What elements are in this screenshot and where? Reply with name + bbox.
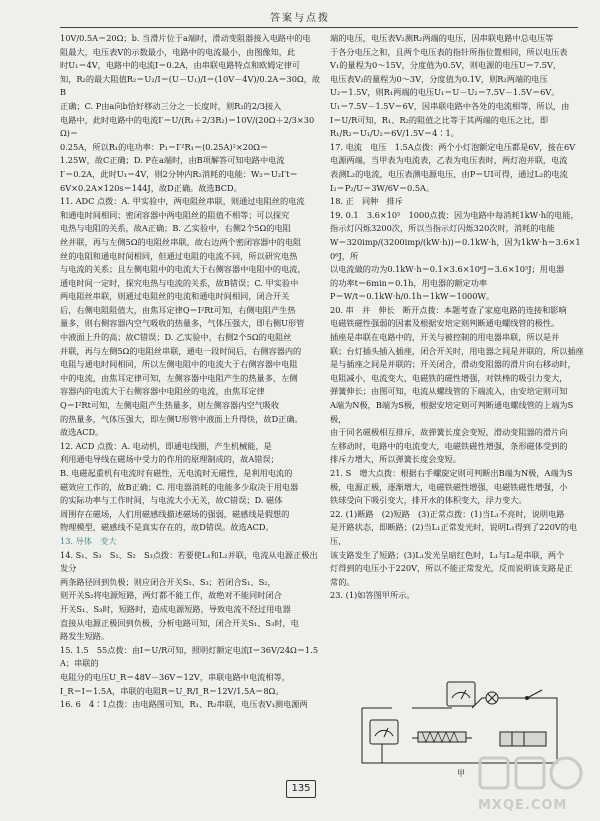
header-rule	[60, 27, 578, 28]
right-line: U₂＝1.5V，则R₁两端的电压U₁＝U－U₂＝7.5V－1.5V＝6V。	[330, 87, 560, 98]
left-line: 知，R₂的最大阻值R₂＝U₂/I＝(U－U₁)/I＝(10V－4V)/0.2A＝30Ω，故B	[60, 73, 321, 98]
right-line: 17. 电流 电压 1.5A点拨：两个小灯泡额定电压都是6V，接在6V	[330, 141, 576, 152]
left-line: 正确；C. P由a向b恰好移动三分之一长度时，则R₂的2/3接入	[60, 100, 282, 111]
right-line: 20. 串 并 伸长 断开点拨：本题考查了家庭电路的连接和影响	[330, 304, 567, 315]
right-line: 由于同名磁极相互排斥，故弹簧长度会变短，滑动变阻器的滑片向	[330, 427, 568, 438]
right-column	[330, 32, 585, 603]
right-line: 以电流做的功为0.1kW·h＝0.1×3.6×10⁶J＝3.6×10⁵J；用电器	[330, 264, 565, 275]
left-line: 并联，再与左侧5Ω的电阻丝串联，通电一段时间后，右侧容器内的	[60, 345, 302, 356]
right-line: W＝320imp/(3200imp/(kW·h))＝0.1kW·h，因为1kW·h＝3.6×10⁶J，所	[330, 236, 581, 261]
left-line: 后，右侧电阻阻值大，由焦耳定律Q＝I²Rt可知，右侧电阻产生热	[60, 304, 296, 315]
left-line: 13. 导体 变大	[60, 535, 117, 546]
right-line: 指示灯闪烁3200次，所以当指示灯闪烁320次时，消耗的电能	[330, 223, 555, 234]
left-line: 和通电时间相同；密闭容器中两电阻丝的阻值不相等；可以探究	[60, 209, 290, 220]
left-line: 物理模型，磁感线不是真实存在的，故D错误。故选ACD。	[60, 522, 274, 533]
left-line: 丝的电阻和通电时间相同，但通过电阻的电流不同，所以研究电热	[60, 250, 298, 261]
right-line: 极，电源正极，逐渐增大，电磁铁磁性增强，电磁铁磁性增强，小	[330, 481, 568, 492]
left-line: 故选ACD。	[60, 427, 104, 438]
left-line: 14. S₁、S₃ S₁、S₂ S₃点拨：若要使L₁和L₂并联，电流从电源正极出发分	[60, 549, 318, 574]
right-line: 是开路状态，即断路；(2)当L₁正常发光时，说明L₁得到了220V的电压，	[330, 522, 578, 546]
left-line: 中的电流，由焦耳定律可知，左侧容器中电阻产生的热量多，左侧	[60, 372, 298, 383]
lamp-icon	[486, 692, 498, 704]
left-line: 的实际功率与工作时间，与电流大小无关，故C错误；D. 磁体	[60, 495, 283, 506]
right-line: 18. 正 同种 排斥	[330, 196, 403, 207]
right-line: U₁＝7.5V－1.5V＝6V，因串联电路中各处的电流相等，所以，由	[330, 100, 570, 111]
left-line: 则开关S₂将电源短路，两灯都不能工作，故绝对不能同时闭合	[60, 590, 282, 601]
left-line: 与电流的关系；且左侧电阻中的电流大于右侧容器中电阻中的电流，	[60, 264, 306, 275]
right-line: 端的电压，电压表V₂测R₂两端的电压，因串联电路中总电压等	[330, 33, 554, 43]
left-line: 丝并联，再与左侧5Ω的电阻丝串联，故右边两个密闭容器中的电阻	[60, 236, 302, 247]
watermark-text: MXQE.COM	[478, 798, 568, 813]
left-line: 两电阻丝串联，则通过电阻丝的电流和通电时间相同，闭合开关	[60, 291, 290, 302]
left-line: 10V/0.5A＝20Ω；b. 当滑片位于a端时，滑动变阻器接入电路中的电	[60, 33, 311, 43]
left-line: 中液面上升的高；故C错误；D. 乙实验中，右侧2个5Ω的电阻丝	[60, 332, 292, 343]
left-line: 电阻分的电压U_R＝48V－36V＝12V，串联电路中电流相等，	[60, 671, 290, 682]
right-line: 22. (1)断路 (2)短路 (3)正常点拨：(1)当L₁不亮时，说明电路	[330, 508, 565, 519]
right-line: A端为N极，B端为S极，根据安培定则可判断通电螺线管的上端为S极，	[330, 400, 574, 424]
left-line: 0.25A，所以R₁的电功率：P₁＝I′²R₁＝(0.25A)²×20Ω＝	[60, 141, 269, 152]
right-line: 电阻减小，电流变大，电磁铁的磁性增强，对铁棒的吸引力变大，	[330, 372, 568, 383]
right-line: I₂＝P₂/U＝3W/6V＝0.5A。	[330, 182, 435, 193]
left-line: 12. ACD 点拨：A. 电动机，即通电线圈，产生机械能，是	[60, 440, 272, 451]
right-line: 的功率t＝6min＝0.1h，用电器的额定功率	[330, 277, 488, 288]
left-line: Q＝I²Rt可知，左侧电阻产生热量多，则左侧容器内空气吸收	[60, 400, 280, 411]
right-line: 灯得到的电压小于220V，所以不能正常发光，反而说明该支路是正	[330, 563, 573, 574]
left-line: 磁效应工作的，故B正确；C. 用电器消耗的电能多少取决于用电器	[60, 481, 299, 492]
right-line: 电源两端，当甲表为电流表，乙表为电压表时，两灯泡并联，电流	[330, 155, 568, 166]
right-line: 排斥力增大，所以弹簧长度会变短。	[330, 454, 462, 465]
left-line: 6V×0.2A×120s＝144J，故D正确。故选BCD。	[60, 182, 242, 193]
right-line: I＝U/R可知，R₁、R₂的阻值之比等于其两端的电压之比，即	[330, 114, 549, 125]
left-line: 电阻与通电时间相同，所以左侧电阻中的电流大于右侧容器中电阻	[60, 359, 298, 370]
right-line: 铁球受向下吸引变大，排开水的体积变大，浮力变大。	[330, 495, 527, 506]
right-line: 19. 0.1 3.6×10⁵ 1000点拨：因为电路中每消耗1kW·h的电能，	[330, 209, 579, 220]
right-line: 弹簧伸长；由图可知，电流从螺线管的下端流入，由安培定则可知	[330, 386, 568, 397]
left-line: 两条路径回到负极；则应闭合开关S₁、S₃；若闭合S₁、S₂，	[60, 576, 276, 587]
watermark-logo-icon	[478, 752, 588, 798]
left-line: 通电时间一定时，探究电热与电流的关系，故B错误；C. 甲实验中	[60, 277, 299, 288]
left-line: 量多，则右侧容器内空气吸收的热量多，气体压强大，即右侧U形管	[60, 318, 305, 329]
left-line: 1.25W，故C正确；D. P在a端时，由B项解答可知电路中电流	[60, 155, 285, 166]
right-line: 左移动时，电路中的电流变大，电磁铁磁性增强，条形磁体受到的	[330, 440, 568, 451]
voltmeter-icon	[447, 682, 475, 706]
left-line: 11. ADC 点拨：A. 甲实验中，两电阻丝串联，则通过电阻丝的电流	[60, 196, 305, 207]
battery-icon	[500, 732, 546, 746]
left-line: 周围存在磁场，人们用磁感线描述磁场的强弱，磁感线是假想的	[60, 508, 290, 519]
left-line: B. 电磁起重机有电流时有磁性，无电流时无磁性，是利用电流的	[60, 468, 293, 478]
left-line: 15. 1.5 55点拨：由I＝U/R可知，照明灯额定电流I＝36V/24Ω＝1.5A；串联的	[60, 644, 319, 669]
left-line: 的热量多，气体压强大，即左侧U形管中液面上升得快，故D正确。	[60, 413, 303, 424]
left-line: 电热与电阻的关系，故A正确；B. 乙实验中，右侧2个5Ω的电阻	[60, 223, 291, 234]
left-line: 电路中，此时电路中的电流I′＝U/(R₁＋2/3R₂)＝10V/(20Ω＋2/3×30Ω)＝	[60, 114, 315, 139]
right-line: 于各分电压之和，且两个电压表的指针所指位置相同，所以电压表	[330, 46, 568, 57]
right-line: 插座是串联在电路中的，开关与被控制的用电器串联，所以是并	[330, 332, 560, 343]
rheostat-icon	[418, 732, 466, 742]
left-line: I_R＝I＝1.5A，串联的电阻R＝U_R/I_R＝12V/1.5A＝8Ω。	[60, 685, 284, 696]
left-line: 时U₁＝4V，电路中的电流I＝0.2A，由串联电路特点和欧姆定律可	[60, 60, 300, 71]
right-line: P＝W/t＝0.1kW·h/0.1h＝1kW＝1000W。	[330, 291, 495, 302]
right-line: 电磁铁磁性强弱的因素及根据安培定则判断通电螺线管的极性。	[330, 318, 560, 329]
right-line: 23. (1)如答图甲所示。	[330, 590, 415, 601]
left-line: 阻最大，电压表V的示数最小，电路中的电流最小，由图像知，此	[60, 46, 296, 57]
right-line: 该支路发生了短路；(3)L₁发光呈暗红色时，L₁与L₂是串联，两个	[330, 549, 565, 560]
left-line: 路发生短路。	[60, 631, 110, 642]
figure-caption: 甲	[457, 769, 465, 778]
right-line: 表测L₂的电流，电压表测电源电压，由P＝UI可得，通过L₂的电流	[330, 168, 568, 179]
right-line: 电压表V₂的量程为0～3V，分度值为0.1V，则R₂两端的电压	[330, 73, 548, 84]
right-line: 是与插座之间是并联的；开关闭合，滑动变阻器的滑片向右移动时，	[330, 359, 576, 370]
left-column	[60, 32, 322, 712]
left-line: 利用通电导线在磁场中受力的作用的原理制成的，故A错误；	[60, 454, 279, 465]
right-line: 常的。	[330, 576, 355, 587]
left-line: 容器内的电流大于右侧容器中电阻丝的电流，由焦耳定律	[60, 386, 265, 397]
left-line: 16. 6 4∶1点拨：由电路图可知，R₁、R₂串联，电压表V₁测电源两	[60, 699, 308, 710]
ammeter-icon	[370, 720, 398, 744]
right-line: 联；台灯插头插入插座，闭合开关时，用电器之间是并联的，所以插座	[330, 345, 584, 356]
right-line: V₁的量程为0～15V，分度值为0.5V，则电源的电压U＝7.5V，	[330, 60, 562, 71]
left-line: I′＝0.2A，此时U₁＝4V，则2分钟内R₂消耗的电能：W₂＝U₂I′t＝	[60, 168, 298, 179]
right-line: 21. S 增大点拨：根据右手螺旋定则可判断出B端为N极，A端为S	[330, 468, 573, 478]
header-title: 答案与点拨	[270, 13, 330, 24]
left-line: 直接从电源正极回到负极，分析电路可知，闭合开关S₁、S₃时，电	[60, 617, 299, 628]
page-number: 135	[286, 780, 316, 798]
page-header	[0, 0, 600, 28]
right-line: R₁/R₂＝U₁/U₂＝6V/1.5V＝4∶1。	[330, 128, 459, 139]
left-line: 开关S₁、S₃时，短路时，造成电源短路，导致电流不经过用电器	[60, 603, 291, 614]
watermark	[478, 752, 588, 812]
